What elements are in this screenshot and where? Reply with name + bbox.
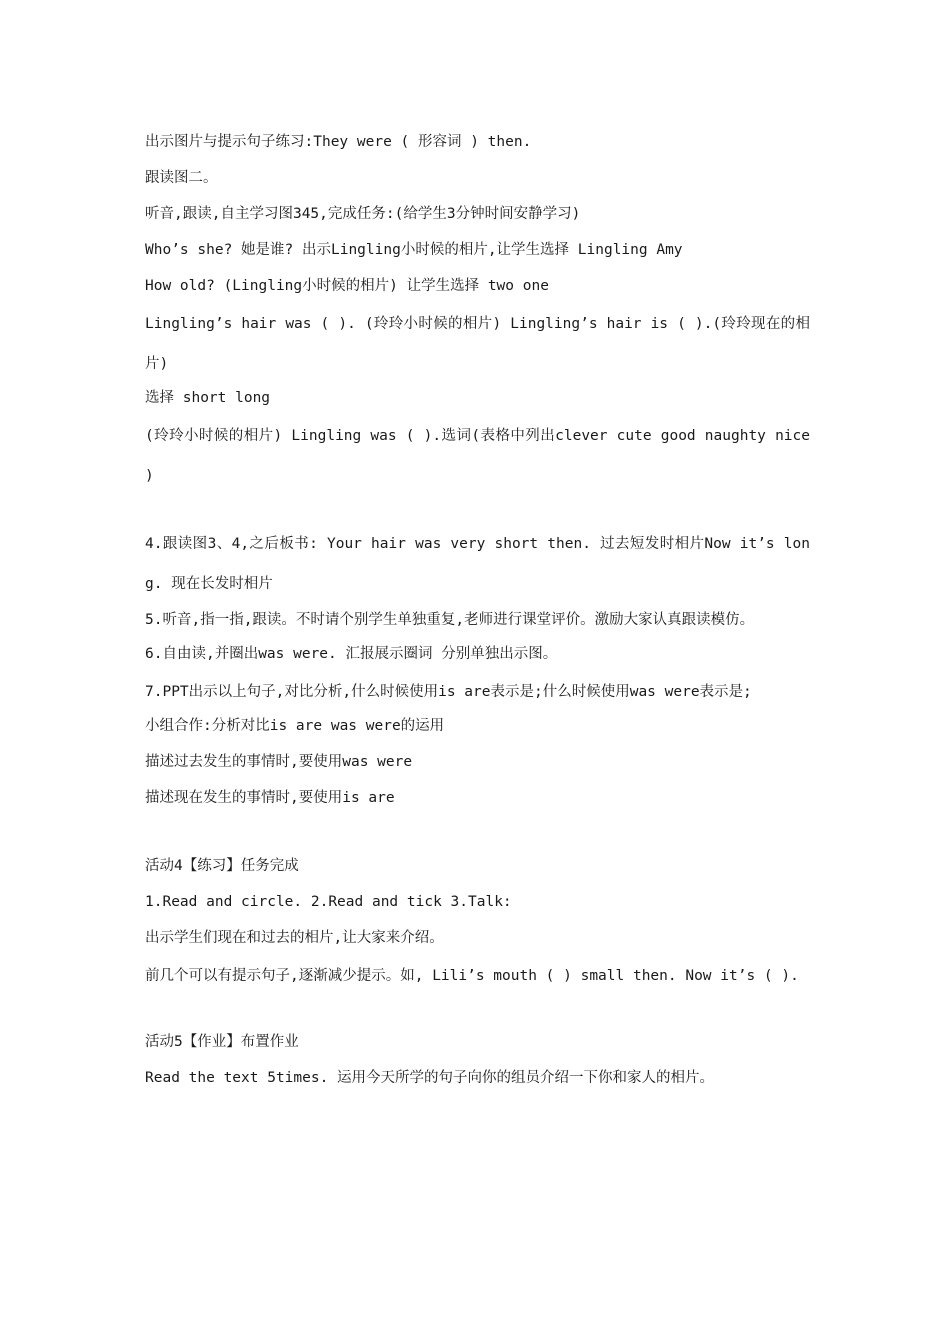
line-choose-short-long: 选择 short long: [145, 390, 271, 406]
line-past-rule: 描述过去发生的事情时,要使用was were: [145, 754, 413, 770]
line-read-circle-tick: 1.Read and circle. 2.Read and tick 3.Talk:: [145, 894, 512, 910]
line-follow-picture-2: 跟读图二。: [145, 170, 218, 186]
para-lili-mouth: 前几个可以有提示句子,逐渐减少提示。如, Lili’s mouth ( ) small then. Now it’s ( ).: [145, 968, 799, 984]
line-group-work: 小组合作:分析对比is are was were的运用: [145, 718, 445, 734]
para-step-4: 4.跟读图3、4,之后板书: Your hair was very short then. 过去短发时相片Now it’s long. 现在长发时相片: [145, 536, 810, 592]
line-listen-task: 听音,跟读,自主学习图345,完成任务:(给学生3分钟时间安静学习): [145, 206, 581, 222]
line-step-6: 6.自由读,并圈出was were. 汇报展示圈词 分别单独出示图。: [145, 646, 558, 662]
heading-activity-4: 活动4【练习】任务完成: [145, 858, 299, 874]
line-show-photos: 出示学生们现在和过去的相片,让大家来介绍。: [145, 930, 444, 946]
paragraph-gap: [145, 992, 810, 1024]
line-practice-prompt: 出示图片与提示句子练习:They were ( 形容词 ) then.: [145, 134, 532, 150]
heading-activity-5: 活动5【作业】布置作业: [145, 1034, 299, 1050]
line-who-is-she: Who’s she? 她是谁? 出示Lingling小时候的相片,让学生选择 Lingling Amy: [145, 242, 683, 258]
document-body: [145, 124, 810, 1096]
line-how-old: How old? (Lingling小时候的相片) 让学生选择 two one: [145, 278, 549, 294]
para-hair-compare: Lingling’s hair was ( ). (玲玲小时候的相片) Lingling’s hair is ( ).(玲玲现在的相片): [145, 316, 810, 372]
line-homework: Read the text 5times. 运用今天所学的句子向你的组员介绍一下你和家人的相片。: [145, 1070, 715, 1086]
paragraph-gap: [145, 816, 810, 848]
para-step-5: 5.听音,指一指,跟读。不时请个别学生单独重复,老师进行课堂评价。激励大家认真跟读模仿。: [145, 612, 755, 628]
para-step-7: 7.PPT出示以上句子,对比分析,什么时候使用is are表示是;什么时候使用was were表示是;: [145, 684, 752, 700]
line-present-rule: 描述现在发生的事情时,要使用is are: [145, 790, 395, 806]
para-lingling-was: (玲玲小时候的相片) Lingling was ( ).选词(表格中列出clever cute good naughty nice ): [145, 428, 810, 484]
paragraph-gap: [145, 492, 810, 524]
